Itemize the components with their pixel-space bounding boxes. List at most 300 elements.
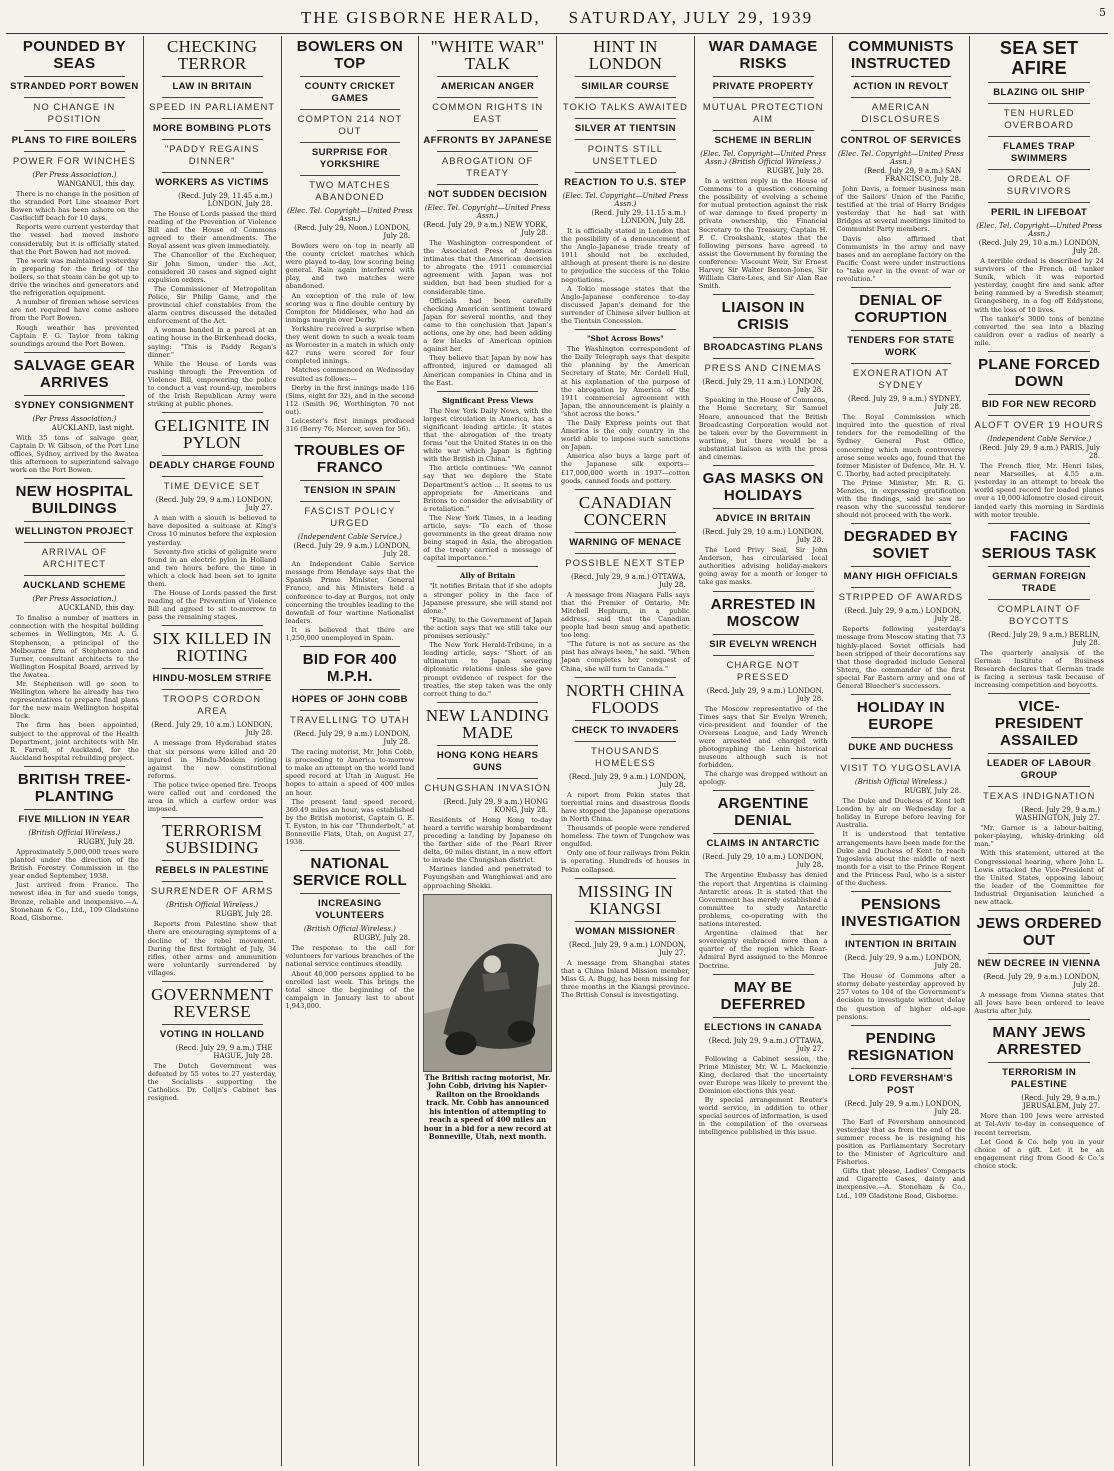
- deck-divider: [575, 532, 676, 533]
- paragraph: "The future is not as secure as the past has always been," he said. "When Japan completes her conquest of China, she will turn to Canada.": [561, 640, 690, 673]
- deck-divider: [24, 542, 125, 543]
- paragraph: The Earl of Feversham announced yesterday that as from the end of the summer recess he is resigning his position as Parliamentary Secretary to the Minister of Agriculture and Fisheries.: [836, 1117, 966, 1167]
- headline-deck: COMPLAINT OF BOYCOTTS: [997, 603, 1081, 627]
- headline-deck: STRIPPED OF AWARDS: [838, 592, 964, 604]
- article: [423, 566, 552, 697]
- headline-deck: COMMON RIGHTS IN EAST: [432, 102, 544, 125]
- article-headline: MAY BE DEFERRED: [720, 978, 806, 1013]
- paragraph: They believe that Japan by now has affronted, injured or damaged all American companies in China and in the East.: [423, 354, 552, 387]
- headline-deck: ADVICE IN BRITAIN: [715, 513, 811, 525]
- deck-divider: [300, 501, 401, 502]
- deck-divider: [713, 1017, 814, 1018]
- article: [148, 38, 277, 408]
- headline-deck: SYDNEY CONSIGNMENT: [14, 399, 135, 411]
- headline-deck: ACTION IN REVOLT: [853, 81, 949, 92]
- dateline: (Recd. July 29, 10 a.m.) LONDON, July 28.: [702, 853, 824, 870]
- article-body: [286, 944, 415, 1010]
- headline-deck: PLANS TO FIRE BOILERS: [11, 135, 138, 146]
- article-headline: JEWS ORDERED OUT: [976, 915, 1102, 950]
- article-headline: NEW HOSPITAL BUILDINGS: [15, 483, 134, 518]
- headline-deck: FLAMES TRAP SWIMMERS: [1003, 141, 1076, 164]
- paragraph: An exception of the rule of low scoring was a fine double century by Compton for Middlesex, who had an innings margin over Derby.: [285, 291, 415, 324]
- paragraph: It is understood that tentative arrangements have been made for the Duke and Duchess of Kent to reach Yugoslavia about the middle of next month for a visit to the Prince Regent and the Princess Paul, who is a sister of the duchess.: [836, 830, 966, 888]
- article: [699, 591, 828, 787]
- headline-deck: WARNING OF MENACE: [569, 536, 682, 548]
- agency-credit: (Per Press Association.): [32, 595, 117, 604]
- paragraph: A message from Vienna states that all Jews have been ordered to leave Austria after July.: [974, 991, 1104, 1016]
- article-body: [837, 1118, 966, 1200]
- headline-deck: TROOPS CORDON AREA: [163, 694, 262, 718]
- dateline: (Recd. July 29, 10 a.m.) LONDON, July 28.: [151, 721, 273, 738]
- article: [286, 437, 415, 642]
- agency-credit: (Elec. Tel. Copyright—United Press Assn.) (British Official Wireless.): [700, 150, 826, 166]
- article-body: [561, 227, 690, 325]
- paragraph: A Tokio message states that the Anglo-Japanese conference to-day discussed Japan's demand for the surrender of Chinese silver bullion at the Tientsin Concession.: [561, 284, 690, 326]
- deck-divider: [988, 753, 1090, 754]
- article-body: [837, 625, 966, 690]
- divider: [713, 591, 814, 592]
- agency-credit: (Independent Cable Service.): [297, 533, 402, 542]
- deck-divider: [988, 82, 1090, 83]
- page-number: 5: [1099, 6, 1106, 19]
- article: [837, 694, 966, 887]
- headline-deck: HINDU-MOSLEM STRIFE: [152, 673, 272, 685]
- headline-deck: HOPES OF JOHN COBB: [291, 694, 408, 706]
- headline-deck: REBELS IN PALESTINE: [155, 865, 269, 877]
- paragraph: Gifts that please, Ladies' Compacts and Cigarette Cases, dainty and inexpensive.—A. Stoneham & Co., Ltd., 109 Gladstone Road, Gisborne.: [836, 1167, 966, 1200]
- headline-deck: FIVE MILLION IN YEAR: [18, 813, 131, 825]
- headline-deck: HONG KONG HEARS GUNS: [436, 749, 539, 773]
- deck-divider: [713, 508, 814, 509]
- headline-deck: STRANDED PORT BOWEN: [10, 81, 139, 92]
- paragraph: A message from Shanghai states that a China Inland Mission member, Miss G. A. Bugg, has been missing for three months in the Kiangsi province. The British Consul is investigating.: [561, 958, 690, 999]
- article-body: [423, 816, 552, 890]
- paragraph: Argentina claimed that her sovereignty embraced more than a quarter of the region which Rear-Admiral Byrd assigned to the Monroe Doctrine.: [698, 929, 828, 970]
- divider: [713, 294, 814, 295]
- headline-deck: CHUNGSHAN INVASION: [424, 782, 551, 794]
- headline-deck: AMERICAN DISCLOSURES: [861, 102, 941, 125]
- article: [423, 38, 552, 387]
- divider: [575, 489, 676, 490]
- deck-divider: [713, 76, 814, 77]
- article-body: [423, 407, 552, 563]
- paragraph: Leicester's first innings produced 316 (Berry 76; Mercer, seven for 56).: [285, 416, 415, 434]
- dateline: (Recd. July 29, 9 a.m.) LONDON, July 28.: [706, 686, 824, 703]
- headline-deck: TWO MATCHES ABANDONED: [309, 180, 391, 203]
- article-body: [561, 345, 690, 485]
- dateline: (Recd. July 29, Noon.) LONDON, July 28.: [294, 224, 411, 240]
- paragraph: The response to the call for volunteers for various branches of the national service continues steadily.: [285, 944, 415, 969]
- deck-divider: [851, 130, 952, 131]
- headline-deck: THOUSANDS HOMELESS: [591, 745, 660, 769]
- divider: [162, 817, 263, 818]
- deck-divider: [851, 330, 952, 331]
- article: [699, 465, 828, 586]
- headline-deck: INTENTION IN BRITAIN: [844, 939, 957, 951]
- deck-divider: [851, 76, 952, 77]
- deck-divider: [162, 689, 263, 690]
- article: [10, 38, 139, 348]
- deck-divider: [851, 1068, 952, 1069]
- divider: [24, 766, 125, 767]
- paragraph: Bowlers were on top in nearly all the county cricket matches which were played to-day, low scoring being general. Rain again interfered with play, and two matches were abandoned.: [285, 242, 415, 291]
- divider: [988, 1019, 1090, 1020]
- article: [148, 625, 277, 813]
- article: [974, 910, 1104, 1015]
- dateline: (Recd. July 29, 9 a.m.) OTTAWA, July 27.: [708, 1036, 824, 1053]
- divider: [851, 287, 952, 288]
- paragraph: Davis also affirmed that Communists in the army and navy bases and an aeroplane factory on the Pacific Coast were under instructions to "take over in the event of war or revolution.": [836, 234, 966, 284]
- headline-deck: DUKE AND DUCHESS: [848, 742, 954, 754]
- paragraph: The New York Daily News, with the largest circulation in America, has a significant leading article. It states that the abrogation of the treaty forms "out the United States in on the white war which Japan is fighting with the British in China.": [423, 406, 552, 464]
- deck-divider: [162, 668, 263, 669]
- paragraph: The Moscow representative of the Times says that Sir Evelyn Wrench, vice-president and founder of the Overseas League, and Lady Wrench were arrested and charged with photographing the Lenin historical museum although such is not forbidden.: [698, 704, 828, 770]
- dateline: (Recd. July 29, 9 a.m.) LONDON, July 28.: [844, 1099, 962, 1116]
- headline-deck: "PADDY REGAINS DINNER": [164, 144, 260, 167]
- paragraph: The article continues: "We cannot say that we deplore the State Department's action ... It seems to us appropriate for Americans and Britons to consider the advisability of a retaliation.": [423, 464, 552, 513]
- divider: [24, 352, 125, 353]
- paragraph: Reports from Palestine show that there are encouraging symptoms of a decline of the rebel movement. During the first fortnight of July, 34 rifles, other arms and ammunition were voluntarily surrendered by villages.: [147, 920, 277, 977]
- agency-credit: (Elec. Tel. Copyright—United Press Assn.): [976, 222, 1102, 238]
- headline-deck: VISIT TO YUGOSLAVIA: [840, 763, 962, 775]
- article: [561, 878, 690, 999]
- article-body: [10, 614, 139, 762]
- headline-deck: EXONERATION AT SYDNEY: [852, 368, 949, 392]
- agency-credit: (Per Press Association.): [32, 414, 117, 423]
- dateline: RUGBY, July 28.: [766, 167, 824, 175]
- article: [974, 351, 1104, 519]
- article-body: [974, 1112, 1104, 1170]
- deck-divider: [713, 655, 814, 656]
- deck-divider: [988, 1062, 1090, 1063]
- article: [148, 817, 277, 977]
- deck-divider: [300, 480, 401, 481]
- article-body: [699, 177, 828, 290]
- divider: [713, 465, 814, 466]
- deck-divider: [162, 881, 263, 882]
- article-headline: POUNDED BY SEAS: [22, 38, 126, 72]
- paragraph: Reports following yesterday's message from Moscow stating that 73 highly-placed Soviet officials had been stripped of their decorations say that those degraded include General Shtern, the commander of the first special Far Eastern army and one of General Bluecher's successors.: [836, 625, 966, 690]
- article-body: [10, 848, 139, 922]
- deck-divider: [162, 455, 263, 456]
- article-headline: BID FOR 400 M.P.H.: [302, 651, 397, 686]
- headline-deck: BID FOR NEW RECORD: [981, 399, 1097, 411]
- paragraph: Only one of four railways from Pekin is operating. Hundreds of houses in Pekin collapsed.: [561, 849, 690, 874]
- agency-credit: (British Official Wireless.): [303, 925, 396, 934]
- paragraph: The Chancellor of the Exchequer, Sir John Simon, under the Act, considered 30 cases and signed eight expulsion orders.: [147, 251, 277, 284]
- paragraph: It is believed that there are 1,250,000 unemployed in Spain.: [285, 625, 415, 642]
- column-1: [6, 36, 144, 1466]
- paragraph: The racing motorist, Mr. John Cobb, is proceeding to America to-morrow to make an attempt on the world land speed record at Utah in August. He hopes to attain a speed of 400 miles an hour.: [285, 748, 415, 797]
- deck-divider: [300, 893, 401, 894]
- deck-divider: [851, 934, 952, 935]
- deck-divider: [437, 97, 538, 98]
- article: [699, 790, 828, 969]
- paragraph: Let Good & Co. help you in your choice of a gift. Let it be an engagement ring from Good & Co.'s choice stock.: [974, 1137, 1104, 1170]
- paragraph: The Dutch Government was defeated by 55 votes to 27 yesterday, the Socialists supporting the Catholics. Dr. Colijn's Cabinet has resigned.: [147, 1061, 277, 1103]
- paragraph: With 35 tons of salvage gear, Captain D. W. Gibson, of the Port Line offices, Sydney, arrived by the Awatea this afternoon to superintend salvage work on the Port Bowen.: [10, 433, 139, 475]
- deck-divider: [575, 741, 676, 742]
- deck-divider: [162, 860, 263, 861]
- paragraph: The Washington correspondent of the Daily Telegraph says that despite the planning by the American Secretary of State, Mr. Cordell Hull, at his explanation of the purpose of the abrogation by America of the 1911 commercial agreement with Japan, the announcement is plainly a "shot across the bows.": [561, 345, 690, 418]
- agency-credit: (Independent Cable Service.): [987, 435, 1092, 444]
- deck-divider: [988, 953, 1090, 954]
- headline-deck: ALOFT OVER 19 HOURS: [974, 420, 1104, 432]
- dateline: (Recd. July 29, 9 a.m.) LONDON, July 28.: [293, 542, 411, 559]
- dateline: (Recd. July 29, 11.15 a.m.) LONDON, July 28.: [591, 209, 686, 225]
- article: [148, 981, 277, 1102]
- headline-deck: MUTUAL PROTECTION AIM: [702, 102, 824, 125]
- deck-divider: [988, 415, 1090, 416]
- headline-deck: CLAIMS IN ANTARCTIC: [706, 838, 820, 850]
- article-body: [974, 257, 1104, 347]
- racing-car-photo: [423, 894, 552, 1072]
- article-body: [286, 560, 415, 642]
- deck-divider: [988, 566, 1090, 567]
- article-headline: TROUBLES OF FRANCO: [294, 442, 406, 477]
- paragraph: Following a Cabinet session, the Prime Minister, Mr. W. L. Mackenzie King, declared that the uncertainty over Europe was likely to prevent the Dominion elections this year.: [698, 1054, 828, 1095]
- headline-deck: NO CHANGE IN POSITION: [33, 102, 116, 125]
- dateline: AUCKLAND, last night.: [51, 423, 135, 432]
- article-body: [837, 185, 966, 283]
- article-headline: PENDING RESIGNATION: [847, 1029, 955, 1064]
- headline-deck: MORE BOMBING PLOTS: [152, 123, 272, 134]
- deck-divider: [24, 521, 125, 522]
- headline-deck: AMERICAN ANGER: [440, 81, 535, 92]
- headline-deck: NEW DECREE IN VIENNA: [977, 958, 1101, 970]
- headline-deck: GERMAN FOREIGN TRADE: [992, 570, 1086, 594]
- headline-deck: INCREASING VOLUNTEERS: [315, 898, 385, 922]
- article: [974, 38, 1104, 347]
- headline-deck: TOKIO TALKS AWAITED: [562, 102, 688, 113]
- dateline: (Recd. July 29, 9 a.m.) LONDON, July 28.: [844, 607, 962, 624]
- paragraph: A man with a slouch is believed to have deposited a suitcase at King's Cross 10 minutes before the explosion yesterday.: [147, 514, 277, 547]
- paragraph: America also buys a large part of the Japanese silk exports—£17,000,000 worth in 1937—cotton goods, canned foods and pottery.: [561, 452, 690, 485]
- article-body: [974, 824, 1104, 906]
- paragraph: The tanker's 3000 tons of benzine converted the sea into a blazing cauldron over a radius of nearly a mile.: [974, 314, 1104, 347]
- article-headline: MANY JEWS ARRESTED: [992, 1024, 1086, 1059]
- article: [10, 766, 139, 922]
- headline-deck: TEN HURLED OVERBOARD: [1003, 108, 1075, 131]
- deck-divider: [300, 175, 401, 176]
- paragraph: The present land speed record, 369.49 miles an hour, was established by the British motorist, Captain G. E. T. Eyston, in his car "Thunderbolt," at Bonneville Flats, Utah, on August 27, 1938.: [285, 797, 415, 847]
- paragraph: The Washington correspondent of the Associated Press of America intimates that the American decision to abrogate the 1911 commercial agreement with Japan was not sudden, but had been studied for a considerable time.: [423, 239, 552, 296]
- article-body: [10, 190, 139, 348]
- article-headline: NATIONAL SERVICE ROLL: [292, 855, 407, 890]
- divider: [162, 412, 263, 413]
- agency-credit: (Elec. Tel. Copyright—United Press Assn.): [424, 204, 551, 220]
- paragraph: A message from Hyderabad states that six persons were killed and 20 injured in Hindu-Moslem rioting against the new constitutional reforms.: [147, 739, 277, 780]
- paragraph: The Commissioner of Metropolitan Police, Sir Philip Game, and the provincial chief constables from the alarm centres discussed the detailed enforcement of the Act.: [147, 284, 277, 326]
- deck-divider: [851, 587, 952, 588]
- headline-deck: SURRENDER OF ARMS: [150, 886, 274, 898]
- divider: [988, 351, 1090, 352]
- paragraph: With this statement, uttered at the Congressional hearing, where John L. Lewis attacked the Vice-President of the United States, opposing labour, the leader of the Committee for Industrial Organisation launched a new attack.: [974, 849, 1104, 906]
- deck-divider: [713, 358, 814, 359]
- article-body: [148, 920, 277, 977]
- article-body: [699, 546, 828, 586]
- deck-divider: [162, 76, 263, 77]
- dateline: RUGBY, July 28.: [353, 934, 411, 943]
- article: [837, 38, 966, 283]
- article-headline: COMMUNISTS INSTRUCTED: [848, 38, 954, 72]
- divider: [988, 693, 1090, 694]
- headline-deck: ORDEAL OF SURVIVORS: [1006, 174, 1072, 197]
- paragraph: "Mr. Garner is a labour-baiting, poker-playing, whisky-drinking old man.": [974, 824, 1104, 849]
- deck-divider: [713, 337, 814, 338]
- paragraph: More than 100 Jews were arrested at Tel-Aviv to-day in consequence of recent terrorism.: [974, 1112, 1104, 1137]
- deck-divider: [988, 103, 1090, 104]
- headline-deck: MANY HIGH OFFICIALS: [843, 571, 959, 583]
- deck-divider: [300, 76, 401, 77]
- headline-deck: WORKERS AS VICTIMS: [155, 177, 269, 188]
- agency-credit: (Per Press Association.): [32, 171, 117, 179]
- divider: [851, 694, 952, 695]
- deck-divider: [300, 109, 401, 110]
- dateline: (Recd. July 29, 9 a.m.) WASHINGTON, July 27.: [1015, 806, 1100, 823]
- deck-divider: [988, 394, 1090, 395]
- article: [423, 702, 552, 890]
- article: [561, 677, 690, 874]
- headline-deck: WELLINGTON PROJECT: [15, 526, 134, 538]
- paragraph: An Independent Cable Service message from Hendaye says that the Spanish Prime Minister, General Franco, and his Ministers held a conference to-day at Burgos, not only concerning the troubles leading to the downfall of four wartime Nationalist leaders.: [285, 560, 415, 625]
- deck-divider: [162, 172, 263, 173]
- column-4: [419, 36, 557, 1466]
- article: [561, 329, 690, 485]
- agency-credit: (Elec. Tel. Copyright—United Press Assn.): [838, 150, 964, 166]
- deck-divider: [575, 720, 676, 721]
- paragraph: The charge was dropped without an apology.: [698, 770, 828, 787]
- deck-divider: [851, 97, 952, 98]
- article-body: [10, 434, 139, 474]
- headline-deck: TENSION IN SPAIN: [304, 485, 396, 497]
- dateline: (Recd. July 29, 9 a.m.) THE HAGUE, July 28.: [175, 1043, 273, 1060]
- article-body: [423, 239, 552, 387]
- divider: [300, 437, 401, 438]
- headline-deck: TRAVELLING TO UTAH: [290, 715, 410, 727]
- article-headline: ARGENTINE DENIAL: [717, 795, 809, 830]
- headline-deck: COMPTON 214 NOT OUT: [297, 114, 403, 137]
- deck-divider: [24, 130, 125, 131]
- masthead: [6, 8, 1108, 34]
- headline-deck: ABROGATION OF TREATY: [441, 156, 534, 179]
- article-body: [148, 739, 277, 813]
- divider: [851, 523, 952, 524]
- article-body: [699, 871, 828, 969]
- agency-credit: (British Official Wireless.): [166, 901, 259, 910]
- column-2: [144, 36, 282, 1466]
- article: [837, 287, 966, 519]
- deck-divider: [851, 566, 952, 567]
- article: [286, 850, 415, 1010]
- headline-deck: CHECK TO INVADERS: [571, 724, 679, 736]
- paragraph: Approximately 5,000,000 trees were planted under the direction of the British Forestry Commission in the year ended September, 1938.: [10, 847, 139, 881]
- headline-deck: VOTING IN HOLLAND: [159, 1028, 265, 1040]
- paragraph: Residents of Hong Kong to-day heard a terrific warship bombardment preceding a landing by Japanese on the farther side of the Pearl River delta, 60 miles distant, in a new effort to invade the Chungshan district.: [423, 815, 552, 865]
- divider: [437, 391, 538, 392]
- headline-deck: BLAZING OIL SHIP: [993, 87, 1085, 98]
- article-subheading: Ally of Britain: [460, 571, 516, 581]
- article-body: [974, 991, 1104, 1015]
- dateline: (Recd. July 29, 9 a.m.) JERUSALEM, July 27.: [1021, 1094, 1100, 1111]
- paragraph: Speaking in the House of Commons, the Home Secretary, Sir Samuel Hoare, announced that the British Broadcasting Corporation would not be taken over by the Government in wartime, but there would be a substantial liaison as with the press and cinemas.: [698, 396, 828, 461]
- paragraph: While the House of Lords was rushing through the Prevention of Violence Bill, empowering the police to conduct a vast round-up, members of the Irish Republican Army were striking at public phones.: [147, 359, 277, 409]
- paragraph: Rough weather has prevented Captain F. G. Taylor from taking soundings around the Port Bowen.: [10, 323, 139, 348]
- deck-divider: [575, 172, 676, 173]
- dateline: (Recd. July 29, 11.45 a.m.) LONDON, July 28.: [178, 192, 273, 208]
- dateline: (Recd. July 29, 9 a.m.) LONDON, July 28.: [983, 973, 1100, 990]
- deck-divider: [988, 202, 1090, 203]
- deck-divider: [300, 710, 401, 711]
- divider: [575, 878, 676, 879]
- column-7: [833, 36, 971, 1466]
- deck-divider: [300, 142, 401, 143]
- article: [837, 1025, 966, 1200]
- divider: [437, 702, 538, 703]
- deck-divider: [24, 395, 125, 396]
- headline-deck: LAW IN BRITAIN: [172, 81, 252, 92]
- headline-deck: BROADCASTING PLANS: [703, 342, 823, 354]
- paragraph: The Lord Privy Seal, Sir John Anderson, has circularised local authorities advising holiday-makers going away for a month or longer to take gas masks.: [698, 546, 828, 587]
- deck-divider: [162, 97, 263, 98]
- deck-divider: [24, 97, 125, 98]
- article-subheading: Significant Press Views: [442, 395, 534, 405]
- article-headline: TERRORISM SUBSIDING: [162, 821, 263, 858]
- article-headline: WAR DAMAGE RISKS: [708, 38, 818, 72]
- headline-deck: DEADLY CHARGE FOUND: [149, 460, 276, 472]
- dateline: (Recd. July 29, 9 a.m.) NEW YORK, July 28.: [423, 221, 548, 237]
- headline-deck: NOT SUDDEN DECISION: [428, 189, 548, 200]
- article-headline: CANADIAN CONCERN: [578, 492, 672, 529]
- deck-divider: [437, 778, 538, 779]
- deck-divider: [988, 786, 1090, 787]
- headline-deck: CONTROL OF SERVICES: [840, 135, 962, 146]
- paragraph: John Davis, a former business man of the Sailors' Union of the Pacific, testified at the trial of Harry Bridges yesterday that he had sat with Bridges at several meetings limited to Communist Party members.: [836, 185, 966, 234]
- paragraph: Derby in the first innings made 116 (Sims, eight for 32), and in the second 112 (Smith 96, Worthington 70 not out).: [285, 383, 415, 416]
- deck-divider: [162, 476, 263, 477]
- deck-divider: [575, 553, 676, 554]
- deck-divider: [575, 139, 676, 140]
- article: [286, 646, 415, 846]
- divider: [575, 677, 676, 678]
- headline-deck: PRIVATE PROPERTY: [712, 81, 814, 92]
- paragraph: The House of Commons after a stormy debate yesterday approved by 257 votes to 104 of the Government's decision to investigate without delay the question of higher old-age pensions.: [836, 972, 966, 1021]
- dateline: RUGBY, July 28.: [215, 910, 273, 919]
- dateline: (Recd. July 29, 9 a.m.) BERLIN, July 28.: [988, 630, 1100, 647]
- article-headline: BRITISH TREE-PLANTING: [17, 770, 131, 805]
- deck-divider: [437, 76, 538, 77]
- dateline: (Recd. July 29, 9 a.m.) LONDON, July 28.: [844, 954, 962, 971]
- divider: [300, 646, 401, 647]
- article: [837, 523, 966, 690]
- headline-deck: TERRORISM IN PALESTINE: [1002, 1067, 1077, 1091]
- article-body: [423, 582, 552, 697]
- divider: [162, 625, 263, 626]
- headline-deck: AUCKLAND SCHEME: [22, 580, 126, 592]
- agency-credit: (Elec. Tel. Copyright—United Press Assn.): [562, 192, 689, 208]
- paragraph: The House of Lords passed the first reading of the Prevention of Violence Bill and agreed to sit to-morrow to pass the remaining stages.: [147, 589, 277, 622]
- deck-divider: [162, 139, 263, 140]
- paragraph: Yorkshire received a surprise when they went down to such a weak team as Worcester in a match in which only 427 runs were scored for four completed innings.: [285, 324, 415, 366]
- deck-divider: [713, 634, 814, 635]
- dateline: WANGANUI, this day.: [57, 180, 135, 188]
- article-body: [837, 413, 966, 519]
- dateline: (Recd. July 29, 9 a.m.) LONDON, July 28.: [293, 730, 411, 747]
- deck-divider: [713, 833, 814, 834]
- article-body: [699, 1055, 828, 1137]
- paragraph: Officials had been carefully checking American sentiment toward Japan for several months, and they came to the conclusion that Japan's actions, one by one, had been adding a few blacks of American opinion against her.: [423, 296, 552, 354]
- article-body: [699, 396, 828, 461]
